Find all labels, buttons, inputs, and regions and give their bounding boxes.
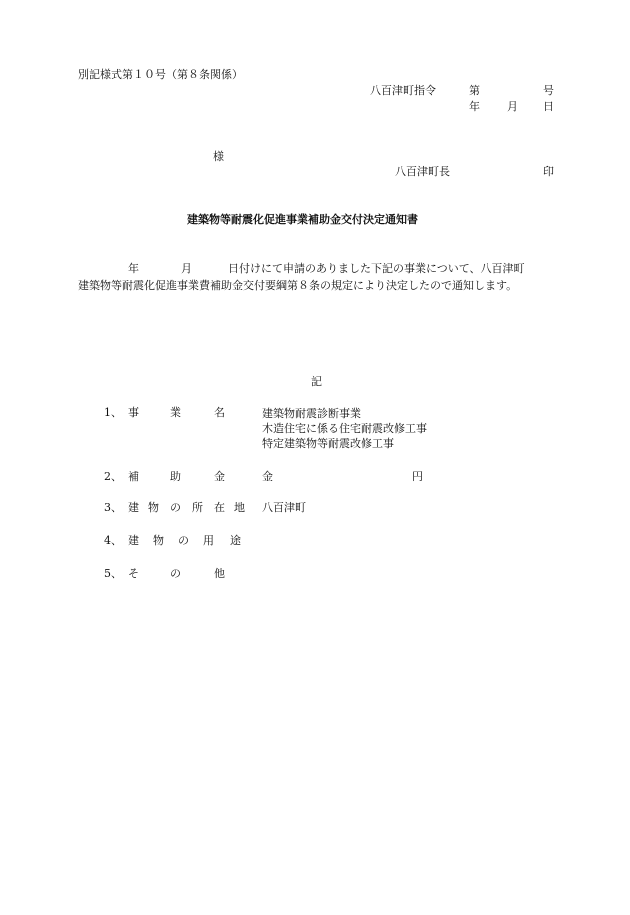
item-1-number: 1、 (104, 406, 122, 419)
item-1-label-c: 名 (214, 406, 225, 419)
doc-number-go: 号 (543, 84, 554, 97)
item-2-label-a: 補 (128, 470, 139, 483)
item-2-unit: 円 (412, 470, 423, 483)
item-2-label-b: 助 (170, 470, 181, 483)
sender-name: 八百津町長 (395, 165, 450, 178)
item-1-label-a: 事 (128, 406, 139, 419)
item-1-label-b: 業 (170, 406, 181, 419)
date-year: 年 (469, 100, 480, 113)
item-5-label-b: の (170, 567, 181, 580)
body-text-1: 日付けにて申請のありました下記の事業について、八百津町 (228, 262, 525, 275)
item-3-label-b: 物 (148, 501, 159, 514)
issuer-prefix: 八百津町指令 (370, 84, 436, 97)
body-text-2: 建築物等耐震化促進事業費補助金交付要綱第８条の規定により決定したので通知します。 (78, 279, 518, 292)
ki-heading: 記 (311, 375, 322, 388)
item-4-number: 4、 (104, 534, 122, 547)
item-3-label-e: 在 (214, 501, 225, 514)
item-1-value-1: 建築物耐震診断事業 (262, 407, 361, 420)
item-3-label-a: 建 (128, 501, 139, 514)
item-1-values (262, 406, 427, 451)
form-reference: 別記様式第１０号（第８条関係） (78, 68, 243, 81)
date-day: 日 (543, 100, 554, 113)
item-2-label-c: 金 (214, 470, 225, 483)
body-paragraph (78, 260, 558, 294)
item-2-number: 2、 (104, 470, 122, 483)
item-4-label-d: 用 (203, 534, 214, 547)
item-3-label-f: 地 (234, 501, 245, 514)
body-year: 年 (128, 262, 139, 275)
item-1-value-2: 木造住宅に係る住宅耐震改修工事 (262, 422, 427, 435)
item-4-label-a: 建 (128, 534, 139, 547)
item-3-value: 八百津町 (262, 501, 306, 514)
item-4-label-e: 途 (230, 534, 241, 547)
seal-mark: 印 (543, 165, 554, 178)
item-5-label-a: そ (128, 567, 139, 580)
item-1-value-3: 特定建築物等耐震改修工事 (262, 437, 394, 450)
item-3-label-d: 所 (192, 501, 203, 514)
item-3-label-c: の (170, 501, 181, 514)
item-4-label-b: 物 (153, 534, 164, 547)
recipient-honorific: 様 (213, 150, 224, 163)
item-5-number: 5、 (104, 567, 122, 580)
item-3-number: 3、 (104, 501, 122, 514)
item-4-label-c: の (178, 534, 189, 547)
date-month: 月 (507, 100, 518, 113)
document-title: 建築物等耐震化促進事業補助金交付決定通知書 (187, 213, 418, 226)
doc-number-dai: 第 (469, 84, 480, 97)
item-2-value: 金 (262, 470, 273, 483)
body-month: 月 (181, 262, 192, 275)
item-5-label-c: 他 (214, 567, 225, 580)
